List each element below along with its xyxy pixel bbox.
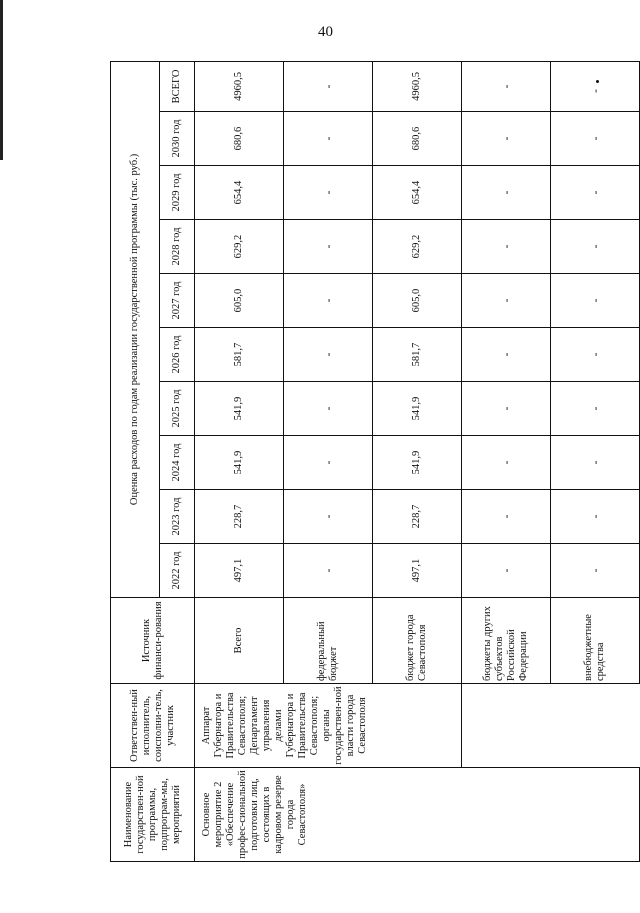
header-total: ВСЕГО — [160, 61, 195, 111]
funding-source-cell: внебюджетные средства — [551, 598, 640, 684]
value-cell: - — [462, 328, 551, 382]
value-cell: 629,2 — [195, 220, 284, 274]
value-cell: - — [284, 166, 373, 220]
total-cell: - — [462, 61, 551, 111]
header-year: 2026 год — [160, 328, 195, 382]
value-cell: 541,9 — [195, 436, 284, 490]
header-year: 2022 год — [160, 544, 195, 598]
value-cell: 654,4 — [195, 166, 284, 220]
value-cell: - — [551, 544, 640, 598]
funding-source-cell: Всего — [195, 598, 284, 684]
header-executor: Ответствен-ный исполнитель, соисполни-тель, участник — [111, 684, 195, 768]
value-cell: - — [284, 112, 373, 166]
value-cell: - — [551, 274, 640, 328]
value-cell: - — [284, 490, 373, 544]
value-cell: - — [551, 490, 640, 544]
value-cell: 581,7 — [195, 328, 284, 382]
value-cell: - — [284, 220, 373, 274]
header-year: 2024 год — [160, 436, 195, 490]
page-number: 40 — [318, 24, 333, 40]
value-cell: 680,6 — [195, 112, 284, 166]
value-cell: - — [284, 382, 373, 436]
header-expenditure-estimate: Оценка расходов по годам реализации государственной программы (тыс. руб.) — [111, 61, 160, 597]
value-cell: 680,6 — [373, 112, 462, 166]
value-cell: - — [284, 274, 373, 328]
value-cell: - — [284, 436, 373, 490]
value-cell: - — [551, 220, 640, 274]
header-program-name: Наименование государствен-ной программы, подпрограм-мы, мероприятий — [111, 768, 195, 862]
expenditure-table — [110, 61, 640, 862]
value-cell: - — [462, 490, 551, 544]
total-cell: 4960,5 — [195, 61, 284, 111]
funding-source-cell: бюджеты других субъектов Российской Федерации — [462, 598, 551, 684]
header-year: 2023 год — [160, 490, 195, 544]
header-funding-source: Источник финанси-рования — [111, 598, 195, 684]
value-cell: - — [551, 166, 640, 220]
header-year: 2030 год — [160, 112, 195, 166]
value-cell: 605,0 — [373, 274, 462, 328]
header-year: 2025 год — [160, 382, 195, 436]
header-year: 2027 год — [160, 274, 195, 328]
header-year: 2029 год — [160, 166, 195, 220]
value-cell: 605,0 — [195, 274, 284, 328]
table-row — [462, 61, 551, 861]
value-cell: 541,9 — [195, 382, 284, 436]
value-cell: 581,7 — [373, 328, 462, 382]
header-row — [111, 61, 160, 861]
total-cell: - — [284, 61, 373, 111]
value-cell: - — [462, 436, 551, 490]
value-cell: - — [462, 274, 551, 328]
scan-edge-mark — [0, 0, 3, 160]
value-cell: 497,1 — [373, 544, 462, 598]
value-cell: - — [284, 328, 373, 382]
total-cell: 4960,5 — [373, 61, 462, 111]
activity-name-cell: Основное мероприятие 2 «Обеспечение профес-сиональной подготовки лиц, состоящих в кадровом резерве города Севастополя» — [195, 768, 640, 862]
total-cell — [551, 61, 640, 111]
activity-executor-cell: Аппарат Губернатора и Правительства Севастополя; Департамент управления делами Губернатора и Правительства Севастополя; органы государствен-ной власти города Севастополя — [195, 684, 462, 768]
value-cell: 228,7 — [373, 490, 462, 544]
value-cell: 228,7 — [195, 490, 284, 544]
funding-source-cell: бюджет города Севастополя — [373, 598, 462, 684]
funding-source-cell: федеральный бюджет — [284, 598, 373, 684]
value-cell: - — [462, 112, 551, 166]
executor-empty-cell — [462, 684, 640, 768]
value-cell: 541,9 — [373, 436, 462, 490]
value-cell: - — [551, 112, 640, 166]
value-cell: - — [462, 382, 551, 436]
dot-mark — [596, 80, 599, 83]
header-year: 2028 год — [160, 220, 195, 274]
value-cell: - — [462, 544, 551, 598]
value-cell: 497,1 — [195, 544, 284, 598]
value-cell: - — [284, 544, 373, 598]
rotated-table-container — [110, 62, 638, 862]
table-row — [195, 61, 284, 861]
value-cell: - — [551, 436, 640, 490]
value-cell: - — [462, 220, 551, 274]
value-cell: - — [551, 382, 640, 436]
value-cell: - — [462, 166, 551, 220]
total-value: - — [588, 88, 602, 93]
value-cell: - — [551, 328, 640, 382]
value-cell: 654,4 — [373, 166, 462, 220]
value-cell: 629,2 — [373, 220, 462, 274]
value-cell: 541,9 — [373, 382, 462, 436]
